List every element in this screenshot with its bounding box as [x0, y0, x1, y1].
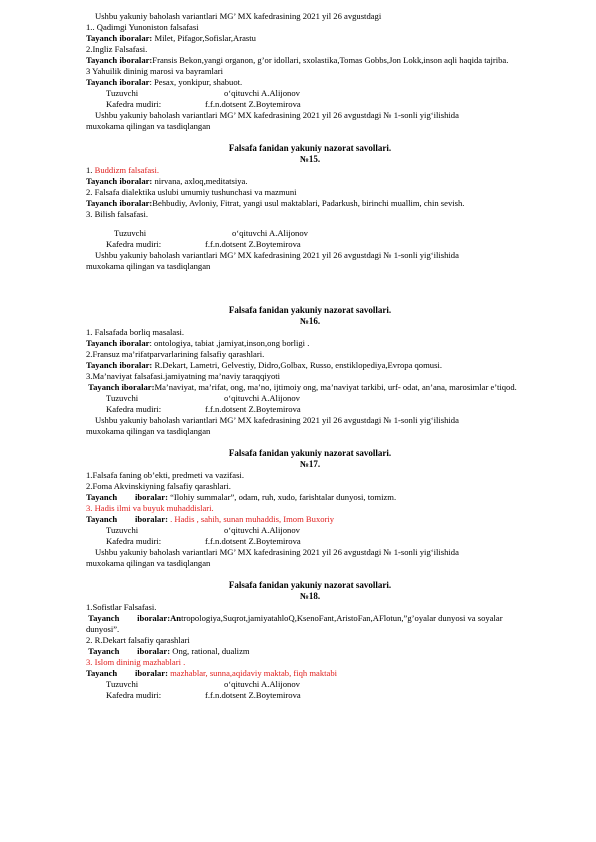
v16-keywords-2	[86, 360, 534, 371]
signature-role: Tuzuvchi	[106, 88, 139, 98]
protocol-line-2: muxokama qilingan va tasdiqlangan	[86, 426, 211, 436]
v15-question-1	[86, 165, 534, 176]
keywords-text: tropologiya,Suqrot,jamiyatahloQ,KsenoFant,AristoFan,AFlotun,”g’oyalar dunyosi va soyalar dunyosi”.	[86, 613, 503, 634]
signature-compiler	[86, 393, 534, 404]
signature-role: Kafedra mudiri:	[106, 239, 162, 249]
protocol-line-2: muxokama qilingan va tasdiqlangan	[86, 558, 211, 568]
signature-role: Tuzuvchi	[106, 393, 139, 403]
signature-head	[86, 404, 534, 415]
v18-question-2: 2. R.Dekart falsafiy qarashlari	[86, 635, 190, 645]
keywords-label: Tayanch	[86, 668, 118, 678]
keywords-text: Fransis Bekon,yangi organon, g’or idollari, sxolastika,Tomas Gobbs,Jon Lokk,inson aqli haqida tajriba.	[152, 55, 509, 65]
v17-keywords-2	[86, 492, 534, 503]
keywords-text: : Pesax, yonkipur, shabuot.	[149, 77, 243, 87]
keywords-text: “Ilohiy summalar”, odam, ruh, xudo, farishtalar dunyosi, tomizm.	[167, 492, 397, 502]
document-body	[86, 11, 534, 701]
section-title: Falsafa fanidan yakuniy nazorat savollari.	[228, 143, 392, 153]
keywords-text: Ong, rational, dualizm	[170, 646, 250, 656]
keywords-label: Tayanch	[86, 492, 118, 502]
signature-role: Kafedra mudiri:	[106, 690, 162, 700]
protocol-line-2: muxokama qilingan va tasdiqlangan	[86, 121, 211, 131]
protocol-line-2: muxokama qilingan va tasdiqlangan	[86, 261, 211, 271]
keywords-label: Tayanch iboralar:	[86, 176, 153, 186]
signature-head	[86, 690, 534, 701]
header-approval-line: Ushbu yakuniy baholash variantlari MG’ MX kafedrasining 2021 yil 26 avgustdagi	[95, 11, 382, 21]
v17-question-2: 2.Foma Akvinskiyning falsafiy qarashlari.	[86, 481, 231, 491]
signature-name: f.f.n.dotsent Z.Boytemirova	[205, 99, 301, 109]
v17-question-3: 3. Hadis ilmi va buyuk muhaddislari.	[86, 503, 214, 513]
keywords-label: Tayanch iboralar:	[86, 198, 153, 208]
keywords-label: Tayanch	[86, 514, 118, 524]
signature-role: Tuzuvchi	[114, 228, 147, 238]
variant-number: №16.	[299, 316, 321, 326]
signature-name: o‘qituvchi A.Alijonov	[232, 228, 308, 238]
signature-name: o‘qituvchi A.Alijonov	[224, 525, 300, 535]
v14-question-1: 1.. Qadimgi Yunoniston falsafasi	[86, 22, 199, 32]
keywords-label: Tayanch iboralar	[86, 77, 150, 87]
signature-compiler	[86, 679, 534, 690]
keywords-text: Ma’naviyat, ma’rifat, ong, ma’no, ijtimoiy ong, ma’naviyat tarkibi, urf- odat, an’ana, marosimlar e’tiqod.	[154, 382, 517, 392]
signature-name: o‘qituvchi A.Alijonov	[224, 88, 300, 98]
v15-keywords-1	[86, 176, 534, 187]
section-title: Falsafa fanidan yakuniy nazorat savollari.	[228, 305, 392, 315]
signature-name: o‘qituvchi A.Alijonov	[224, 679, 300, 689]
keywords-label-2: iboralar:	[135, 492, 168, 502]
keywords-label: Tayanch	[88, 613, 120, 623]
signature-compiler	[86, 88, 534, 99]
v18-keywords-1	[86, 613, 534, 635]
signature-name: f.f.n.dotsent Z.Boytemirova	[205, 536, 301, 546]
keywords-text: mazhablar, sunna,aqidaviy maktab, fiqh maktabi	[170, 668, 338, 678]
v15-keywords-2	[86, 198, 534, 209]
keywords-text: . Hadis , sahih, sunan muhaddis, Imom Buxoriy	[170, 514, 335, 524]
keywords-text: Behbudiy, Avloniy, Fitrat, yangi usul maktablari, Padarkush, birinchi muallim, chin sevish.	[152, 198, 465, 208]
v16-keywords-1	[86, 338, 534, 349]
v16-question-1: 1. Falsafada borliq masalasi.	[86, 327, 185, 337]
v17-question-1: 1.Falsafa faning ob’ekti, predmeti va vazifasi.	[86, 470, 244, 480]
signature-name: f.f.n.dotsent Z.Boytemirova	[205, 239, 301, 249]
signature-role: Tuzuvchi	[106, 525, 139, 535]
protocol-line: Ushbu yakuniy baholash variantlari MG’ MX kafedrasining 2021 yil 26 avgustdagi № 1-sonli yig‘ilishida	[95, 110, 459, 120]
keywords-label: Tayanch iboralar:	[86, 33, 153, 43]
question-number: 1.	[86, 165, 95, 175]
v14-question-3: 3 Yahuilik dininig marosi va bayramlari	[86, 66, 224, 76]
keywords-label-2: iboralar:An	[137, 613, 182, 623]
keywords-text: Milet, Pifagor,Sofislar,Arastu	[152, 33, 256, 43]
v18-keywords-3	[86, 668, 534, 679]
signature-role: Kafedra mudiri:	[106, 99, 162, 109]
variant-number: №15.	[299, 154, 321, 164]
protocol-line: Ushbu yakuniy baholash variantlari MG’ MX kafedrasining 2021 yil 26 avgustdagi № 1-sonli yig‘ilishida	[95, 415, 459, 425]
v14-keywords-3	[86, 77, 534, 88]
signature-role: Kafedra mudiri:	[106, 536, 162, 546]
signature-head	[86, 239, 534, 250]
v15-question-3: 3. Bilish falsafasi.	[86, 209, 149, 219]
v14-keywords-2	[86, 55, 534, 66]
signature-name: f.f.n.dotsent Z.Boytemirova	[205, 690, 301, 700]
keywords-label: Tayanch iboralar	[86, 338, 150, 348]
signature-name: f.f.n.dotsent Z.Boytemirova	[205, 404, 301, 414]
signature-compiler	[86, 525, 534, 536]
v16-question-3: 3.Ma’naviyat falsafasi.jamiyatning ma’naviy taraqqiyoti	[86, 371, 281, 381]
section-title: Falsafa fanidan yakuniy nazorat savollari.	[228, 448, 392, 458]
keywords-label: Tayanch iboralar:	[86, 55, 153, 65]
protocol-line: Ushbu yakuniy baholash variantlari MG’ MX kafedrasining 2021 yil 26 avgustdagi № 1-sonli yig‘ilishida	[95, 547, 459, 557]
v14-keywords-1	[86, 33, 534, 44]
signature-name: o‘qituvchi A.Alijonov	[224, 393, 300, 403]
section-title: Falsafa fanidan yakuniy nazorat savollari.	[228, 580, 392, 590]
keywords-label: Tayanch iboralar:	[88, 382, 155, 392]
signature-role: Kafedra mudiri:	[106, 404, 162, 414]
keywords-label-2: iboralar:	[135, 668, 171, 678]
signature-role: Tuzuvchi	[106, 679, 139, 689]
v15-question-2: 2. Falsafa dialektika uslubi umumiy tushunchasi va mazmuni	[86, 187, 297, 197]
keywords-label-2: iboralar:	[137, 646, 171, 656]
keywords-label: Tayanch	[88, 646, 120, 656]
keywords-label: Tayanch iboralar:	[86, 360, 153, 370]
v16-question-2: 2.Fransuz ma’rifatparvarlarining falsafiy qarashlari.	[86, 349, 265, 359]
keywords-text: R.Dekart, Lametri, Gelvestiy, Didro,Golbax, Russo, enstiklopediya,Evropa qomusi.	[152, 360, 442, 370]
signature-compiler	[86, 228, 534, 239]
question-text: Buddizm falsafasi.	[94, 165, 160, 175]
v18-question-1: 1.Sofistlar Falsafasi.	[86, 602, 157, 612]
variant-number: №17.	[299, 459, 321, 469]
variant-number: №18.	[299, 591, 321, 601]
keywords-text: : ontologiya, tabiat ,jamiyat,inson,ong borligi .	[149, 338, 310, 348]
protocol-line: Ushbu yakuniy baholash variantlari MG’ MX kafedrasining 2021 yil 26 avgustdagi № 1-sonli yig‘ilishida	[95, 250, 459, 260]
signature-head	[86, 536, 534, 547]
v18-keywords-2	[86, 646, 534, 657]
v18-question-3: 3. Islom dininig mazhablari .	[86, 657, 186, 667]
keywords-text: nirvana, axloq,meditatsiya.	[152, 176, 248, 186]
keywords-label-2: iboralar:	[135, 514, 171, 524]
v17-keywords-3	[86, 514, 534, 525]
v14-question-2: 2.Ingliz Falsafasi.	[86, 44, 148, 54]
v16-keywords-3	[86, 382, 534, 393]
signature-head	[86, 99, 534, 110]
